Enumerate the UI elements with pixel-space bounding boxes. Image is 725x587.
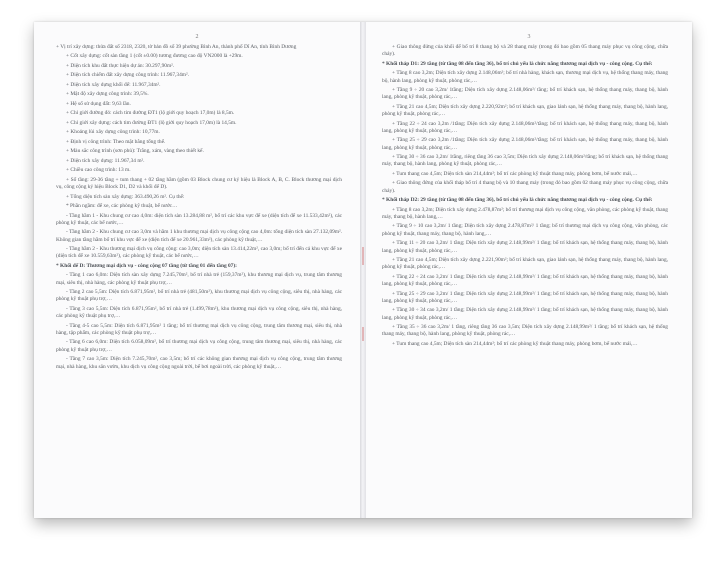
paragraph: - Tầng 2 cao 5,5m: Diện tích 6.871,95m², bố trí nhà trẻ (481,50m²), khu thương mại dịch vụ công cộng, siêu thị, nhà hàng, các phòng kỹ thuật phụ trợ,… bbox=[56, 289, 342, 303]
paragraph: * Phần ngầm: để xe, các phòng kỹ thuật, bể nước… bbox=[66, 203, 178, 210]
paragraph: + Diện tích xây dựng: 11.967,34 m². bbox=[66, 157, 145, 164]
paragraph: + Tum thang cao 4,5m; Diện tích sàn 214,44m²; bố trí các phòng kỹ thuật thang máy, phòng bơm, bể nước mái,… bbox=[392, 340, 638, 347]
paragraph: + Chiều cao công trình: 13 m. bbox=[66, 167, 131, 174]
paragraph: + Tầng 9 ÷ 10 cao 3,2m/ 1 tầng; Diện tích xây dựng 2.478,87m²/ 1 tầng; bố trí thương mại dịch vụ công cộng, văn phòng, các phòng kỹ thuật, thang máy, thang bộ, hành lang,… bbox=[382, 223, 668, 237]
paragraph: + Chỉ giới đường đỏ: cách tim đường ĐT1 (lộ giới quy hoạch 17,0m) là 8,5m. bbox=[66, 110, 235, 117]
paragraph: + Diện tích khu đất thực hiện dự án: 30.297,90m². bbox=[66, 62, 175, 69]
paragraph: + Tầng 30 ÷ 36 cao 3,2m/ 1tầng, riêng tầng 36 cao 3,5m; Diện tích xây dựng 2.148,06m²/tầng; bố trí khách sạn, hệ thống thang máy, thang bộ, hành lang, phòng kỹ thuật, phòng rác,… bbox=[382, 154, 668, 168]
section-heading: * Khối tháp D2: 29 tầng (từ tầng 08 đến tầng 36), bố trí chủ yếu là chức năng thương mại dịch vụ - công cộng. Cụ thể: bbox=[382, 197, 653, 204]
left-page bbox=[34, 22, 360, 518]
paragraph: - Tầng 4-5 cao 5,5m: Diện tích 6.871,95m² 1 tầng; bố trí thương mại dịch vụ công cộng, trung tâm thương mại, siêu thị, nhà hàng, tập phẩm, các phòng kỹ thuật phụ trợ,… bbox=[56, 322, 342, 336]
paragraph: + Tổng diện tích sàn xây dựng: 363.490,26 m². Cụ thể: bbox=[66, 193, 185, 200]
paragraph: + Hệ số sử dụng đất: 9,63 lần. bbox=[66, 100, 131, 107]
spine-mark bbox=[362, 327, 364, 341]
paragraph: - Tầng hầm 1 - Khu chung cư cao 4,0m: diện tích sàn 13.284,88 m², bố trí các khu vực để xe (diện tích để xe 11.533,42m²), các phòng kỹ thuật, các bể nước,… bbox=[56, 212, 342, 226]
paragraph: + Tầng 22 ÷ 24 cao 3,2m /1tầng; Diện tích xây dựng 2.148,06m²/tầng; bố trí khách sạn, hệ thống thang máy, thang bộ, hành lang, phòng kỹ thuật, phòng rác,… bbox=[382, 120, 668, 134]
paragraph: + Giao thông đứng của khối tháp bố trí 4 thang bộ và 10 thang máy (trong đó bao gồm 02 thang máy phục vụ công cộng, chữa cháy). bbox=[382, 180, 668, 194]
paragraph: + Chỉ giới xây dựng: cách tim đường ĐT1 (lộ giới quy hoạch 17,0m) là 14,5m. bbox=[66, 119, 237, 126]
paragraph: - Tầng 7 cao 3,5m: Diện tích 7.245,70m², cao 3,5m; bố trí các không gian thương mại dịch vụ công cộng, trung tâm thương mại, nhà hàng, khu sân vườn, khu dịch vụ công cộng ngoài trời, bể bơi ngoài trời, các phòng kỹ thuật,… bbox=[56, 356, 342, 370]
paragraph: + Tầng 8 cao 3,2m; Diện tích xây dựng 2.148,06m²; bố trí nhà hàng, khách sạn, thương mại dịch vụ, hệ thống thang máy, thang bộ, hành lang, phòng kỹ thuật, phòng rác,… bbox=[382, 70, 668, 84]
right-page bbox=[366, 22, 692, 518]
section-heading: * Khối tháp D1: 29 tầng (từ tầng 08 đến tầng 36), bố trí chủ yếu là chức năng thương mại dịch vụ - công cộng. Cụ thể: bbox=[382, 60, 653, 67]
paragraph: + Tầng 25 ÷ 29 cao 3,2m /1tầng; Diện tích xây dựng 2.148,06m²/tầng; bố trí khách sạn, hệ thống thang máy, thang bộ, hành lang, phòng kỹ thuật, phòng rác,… bbox=[382, 137, 668, 151]
paragraph: + Số tầng: 29-36 tầng + tum thang + 02 tầng hầm (gồm 03 Block chung cư ký hiệu là Block A, B, C. Block thương mại dịch vụ, công cộng ký hiệu Block D1, D2 và khối đế D). bbox=[56, 176, 342, 191]
document-spread bbox=[34, 22, 692, 518]
paragraph: + Tầng 9 ÷ 20 cao 3,2m/ 1tầng; Diện tích xây dựng 2.148,06m²/ tầng; bố trí khách sạn, hệ thống thang máy, thang bộ, hành lang, phòng kỹ thuật, phòng rác,… bbox=[382, 87, 668, 101]
paragraph: + Tầng 25 ÷ 29 cao 3,2m/ 1 tầng; Diện tích xây dựng 2.148,99m²/ 1 tầng; bố trí khách sạn, hệ thống thang máy, thang bộ, hành lang, phòng kỹ thuật, phòng rác,… bbox=[382, 290, 668, 304]
paragraph: - Tầng hầm 2 - Khu chung cư cao 3,0m và hầm 1 khu thương mại dịch vụ công cộng cao 4,0m: tổng diện tích sàn 27.132,09m². Không gian tầng hầm bố trí khu vực để xe (diện tích để xe 20.961,33m²), các phòng kỹ thuật,… bbox=[56, 229, 342, 243]
paragraph: - Tầng 6 cao 6,0m: Diện tích 6.058,09m², bố trí thương mại dịch vụ công cộng, trung tâm thương mại, siêu thị, nhà hàng, các phòng kỹ thuật phụ trợ,… bbox=[56, 339, 342, 353]
paragraph: + Tầng 11 ÷ 20 cao 3,2m/ 1 tầng; Diện tích xây dựng 2.148,99m²/ 1 tầng; bố trí khách sạn, hệ thống thang máy, thang bộ, hành lang, phòng kỹ thuật, phòng rác,… bbox=[382, 240, 668, 254]
paragraph: + Diện tích chiếm đất xây dựng công trình: 11.967,34m². bbox=[66, 72, 189, 79]
paragraph: + Giao thông đứng của khối đế bố trí 8 thang bộ và 28 thang máy (trong đó bao gồm 05 thang máy phục vụ công cộng, chữa cháy). bbox=[382, 44, 668, 58]
paragraph: + Khoảng lùi xây dựng công trình: 10,77m. bbox=[66, 129, 160, 136]
paragraph: - Tầng 3 cao 5,5m: Diện tích 6.871,95m², bố trí nhà trẻ (1.499,78m²), khu thương mại dịch vụ công cộng, siêu thị, nhà hàng, các phòng kỹ thuật phụ trợ,… bbox=[56, 305, 342, 320]
page-number: 3 bbox=[527, 34, 531, 40]
spine-mark bbox=[362, 247, 364, 265]
paragraph: + Tum thang cao 4,5m; Diện tích sàn 214,44m²; bố trí các phòng kỹ thuật thang máy, phòng bơm, bể nước mái,… bbox=[392, 170, 638, 177]
paragraph: + Màu sắc công trình (sơn phủ): Trắng, xám, vàng theo thiết kế. bbox=[66, 148, 204, 155]
paragraph: - Tầng hầm 2 - Khu thương mại dịch vụ công cộng: cao 3,0m; diện tích sàn 13.414,22m², cao 3,0m; bố trí đến cả khu vực để xe (diện tích để xe 10.559,63m²), các phòng kỹ thuật, các bể nước,… bbox=[56, 246, 342, 260]
page-number: 2 bbox=[195, 34, 199, 40]
paragraph: + Cốt xây dựng: cốt sàn tầng 1 (cốt ±0.00) tương đương cao độ VN2000 là +29m. bbox=[66, 53, 243, 60]
paragraph: + Tầng 21 cao 4,5m; Diện tích xây dựng 2.220,92m²; bố trí khách sạn, giao lánh sạn, hệ thống thang máy, thang bộ, hành lang, phòng kỹ thuật, phòng rác,… bbox=[382, 103, 668, 118]
paragraph: + Vị trí xây dựng: thửa đất số 2318, 2320, tờ bản đồ số 39 phường Bình An, thành phố Dĩ An, tỉnh Bình Dương bbox=[56, 44, 297, 50]
page-body bbox=[56, 44, 342, 373]
paragraph: + Định vị công trình: Theo mặt bằng tổng thể. bbox=[66, 138, 166, 145]
paragraph: + Tầng 30 ÷ 34 cao 3,2m/ 1 tầng; Diện tích xây dựng 2.148,99m²/ 1 tầng; bố trí khách sạn, hệ thống thang máy, thang bộ, hành lang, phòng kỹ thuật, phòng rác,… bbox=[382, 307, 668, 321]
section-heading: * Khối đế D: Thương mại dịch vụ - công cộng 07 tầng (từ tầng 01 đến tầng 07): bbox=[56, 262, 237, 269]
paragraph: + Tầng 8 cao 3,2m; Diện tích xây dựng 2.478,87m²; bố trí thương mại dịch vụ công cộng, văn phòng, các phòng kỹ thuật, thang máy, thang bộ, hành lang,… bbox=[382, 206, 668, 220]
paragraph: + Diện tích xây dựng khối đế: 11.967,34m². bbox=[66, 81, 161, 88]
paragraph: + Tầng 35 ÷ 36 cao 3,2m/ 1 tầng, riêng tầng 36 cao 3,5m; Diện tích xây dựng 2.148,99m²/ 1 tầng; bố trí khách sạn, hệ thống thang máy, thang bộ, hành lang, phòng kỹ thuật, phòng rác,… bbox=[382, 324, 668, 338]
paragraph: + Tầng 22 ÷ 24 cao 3,2m/ 1 tầng; Diện tích xây dựng 2.148,99m²/ 1 tầng; bố trí khách sạn, hệ thống thang máy, thang bộ, hành lang, phòng kỹ thuật, phòng rác,… bbox=[382, 273, 668, 288]
paragraph: + Tầng 21 cao 4,5m; Diện tích xây dựng 2.221,90m²; bố trí khách sạn, giao lánh sạn, hệ thống thang máy, thang bộ, hành lang, phòng kỹ thuật, phòng rác,… bbox=[382, 257, 668, 271]
page-body bbox=[382, 44, 668, 350]
paragraph: + Mật độ xây dựng công trình: 39,5%. bbox=[66, 91, 149, 98]
paragraph: - Tầng 1 cao 6,0m: Diện tích sàn xây dựng 7.245,70m², bố trí nhà trẻ (159,37m²), khu thương mại dịch vụ, trung tâm thương mại, siêu thị, nhà hàng, các phòng kỹ thuật phụ trợ,… bbox=[56, 272, 342, 286]
